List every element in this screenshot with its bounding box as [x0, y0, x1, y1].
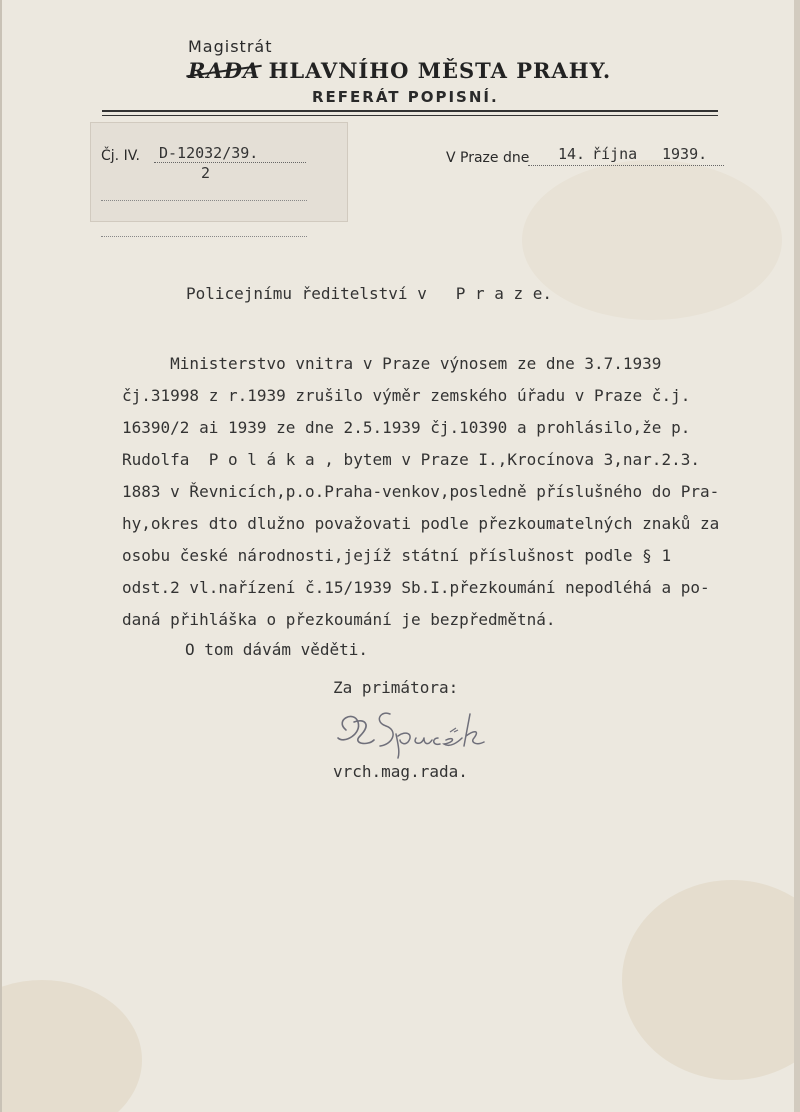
header-rule	[102, 110, 718, 112]
date-month: října	[592, 145, 638, 163]
paper-stain	[0, 980, 142, 1112]
signatory-title: vrch.mag.rada.	[333, 762, 468, 781]
date-dotted-line	[528, 165, 724, 166]
body-line: hy,okres dto dlužno považovati podle přezkoumatelných znaků za	[122, 514, 720, 533]
body-line: Rudolfa P o l á k a , bytem v Praze I.,Krocínova 3,nar.2.3.	[122, 450, 700, 469]
body-line: čj.31998 z r.1939 zrušilo výměr zemského úřadu v Praze č.j.	[122, 386, 691, 405]
closing-line: O tom dávám věděti.	[185, 640, 369, 659]
letterhead-city: HLAVNÍHO MĚSTA PRAHY.	[268, 58, 612, 83]
paper-stain	[522, 160, 782, 320]
addressee: Policejnímu ředitelství v P r a z e.	[186, 284, 553, 303]
reference-number: D-12032/39.	[159, 144, 259, 162]
dotted-line	[101, 236, 307, 237]
letterhead-title	[188, 58, 611, 83]
date-label: V Praze dne	[446, 150, 530, 166]
faded-stamp	[90, 122, 348, 222]
body-line: odst.2 vl.nařízení č.15/1939 Sb.I.přezkoumání nepodléhá a po-	[122, 578, 710, 597]
reference-subnumber: 2	[201, 164, 211, 182]
dotted-line	[101, 200, 307, 201]
body-line: 16390/2 ai 1939 ze dne 2.5.1939 čj.10390 a prohlásilo,že p.	[122, 418, 691, 437]
struck-word: RADA	[188, 58, 261, 83]
letterhead-magistrat: Magistrát	[188, 37, 273, 56]
body-line: daná přihláška o přezkoumání je bezpředmětná.	[122, 610, 556, 629]
body-line: Ministerstvo vnitra v Praze výnosem ze dne 3.7.1939	[122, 354, 662, 373]
on-behalf-label: Za primátora:	[333, 678, 459, 697]
handwritten-signature	[324, 700, 504, 762]
reference-dotted-line	[154, 162, 306, 163]
letterhead-department: REFERÁT POPISNÍ.	[312, 88, 499, 106]
letter-body	[122, 348, 762, 636]
reference-label: Čj. IV.	[101, 148, 140, 164]
header-rule-thin	[102, 115, 718, 116]
body-line: osobu české národnosti,jejíž státní příslušnost podle § 1	[122, 546, 672, 565]
date-year: 1939.	[662, 145, 708, 163]
date-day: 14.	[558, 145, 586, 163]
body-line: 1883 v Řevnicích,p.o.Praha-venkov,posledně příslušného do Pra-	[122, 482, 720, 501]
paper-stain	[622, 880, 800, 1080]
